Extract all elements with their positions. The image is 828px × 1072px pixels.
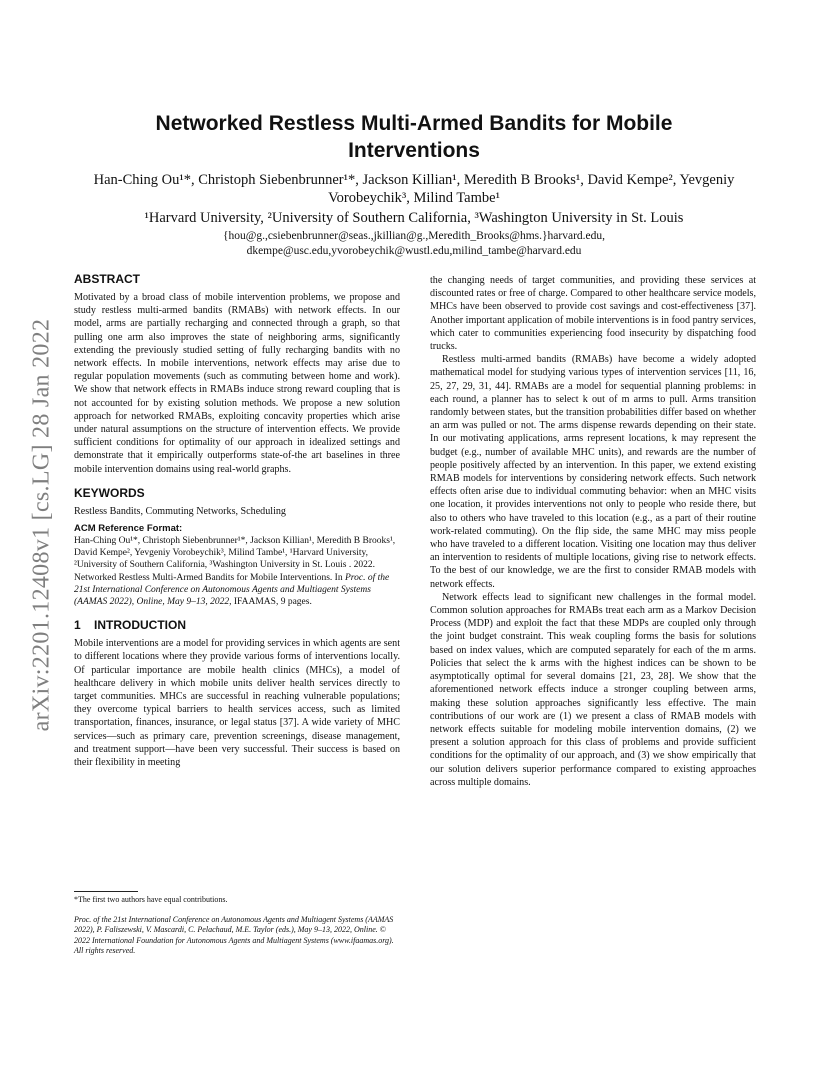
arxiv-stamp (22, 290, 62, 760)
email-line: {hou@g.,csiebenbrunner@seas.,jkillian@g.,Meredith_Brooks@hms.}harvard.edu, (222, 230, 606, 242)
acm-reference-body: Han-Ching Ou¹*, Christoph Siebenbrunner¹*, Jackson Killian¹, Meredith B Brooks¹, David Kempe², Yevgeniy Vorobeychik³, Milind Tambe¹, ¹Harvard University, ²University of Southern California, ³Washington University in St. Louis . 2022. Networked Restless Multi-Armed Bandits for Mobile Interventions. In (74, 536, 396, 583)
affiliations: ¹Harvard University, ²University of Southern California, ³Washington University in St. Louis (144, 210, 684, 226)
paper-title: Networked Restless Multi-Armed Bandits for Mobile Interventions (155, 112, 673, 162)
right-column (430, 274, 756, 789)
keywords-text: Restless Bandits, Commuting Networks, Scheduling (74, 505, 286, 517)
intro-paragraph-1-cont: the changing needs of target communities, and providing these services at discounted rates or free of charge. Compared to other healthcare service models, MHCs have been observed to provide cost savings and cost-effectiveness [37]. Another important application of mobile interventions is in food pantry services, which cater to communities experiencing food insecurity by dispatching food trucks. (430, 275, 756, 353)
intro-paragraph-2: Restless multi-armed bandits (RMABs) have become a widely adopted mathematical model for studying various types of intervention services [11, 16, 25, 27, 29, 31, 44]. RMABs are a model for sequential planning problems: in each round, a planner has to select k out of m arms to pull. Arms transition randomly between states, but the transition probabilities differ based on whether an arm was pulled or not. The arms dispense rewards depending on their state. In our motivating applications, arms represent locations, k may represent the budget (e.g., number of available MHC units), and rewards are the number of people positively affected by an intervention. In this paper, we extend existing RMAB models for interventions by considering network effects. Such network effects often arise due to individual commuting behavior: when an MHC visits one location, it provides interventions not only to people who reside there, but also to others who have traveled to this location (e.g., as a part of their routine work-related commuting). On the flip side, the same MHC may miss people who have traveled to a different location. Visiting one location may thus deliver an intervention to residents of multiple locations, giving rise to network effects. To the best of our knowledge, we are the first to consider RMAB models with network effects. (430, 354, 756, 590)
author-emails (80, 229, 748, 259)
author-list: Han-Ching Ou¹*, Christoph Siebenbrunner¹*, Jackson Killian¹, Meredith B Brooks¹, David Kempe², Yevgeniy Vorobeychik³, Milind Tambe¹ (93, 172, 735, 206)
left-column (74, 272, 400, 769)
acm-reference-heading: ACM Reference Format: (74, 523, 183, 535)
acm-reference-text (74, 535, 400, 608)
footnote: *The first two authors have equal contributions. (74, 895, 228, 904)
footnote-rule (74, 891, 138, 892)
section-number: 1 (74, 618, 81, 633)
section-title: INTRODUCTION (94, 618, 186, 633)
email-line: dkempe@usc.edu,yvorobeychik@wustl.edu,milind_tambe@harvard.edu (246, 245, 582, 257)
intro-paragraph-1: Mobile interventions are a model for providing services in which agents are sent to different locations where they provide various forms of interventions locally. Of particular importance are mobile health clinics (MHCs), a model of healthcare delivery in which mobile units deliver health services directly to target communities. MHCs are successful in reaching vulnerable populations; they overcome typical barriers to health services access, such as limited transportation, finances, insurance, or legal status [37]. A wide variety of MHC services—such as primary care, prevention screenings, disease management, and treatment support—have been very successful. Their success is based on their flexibility in meeting (74, 638, 400, 769)
abstract-heading: ABSTRACT (74, 272, 140, 286)
abstract-text: Motivated by a broad class of mobile intervention problems, we propose and study restless multi-armed bandits (RMABs) with network effects. In our model, arms are partially recharging and connected through a graph, so that pulling one arm also improves the state of neighboring arms, significantly extending the previously studied setting of fully recharging bandits with no network effects. In mobile interventions, network effects may arise due to regular population movements (such as commuting between home and work). We show that network effects in RMABs induce strong reward coupling that is not accounted for by existing solution methods. We propose a new solution approach for networked RMABs, exploiting concavity properties which arise under natural assumptions on the structure of intervention effects. We provide sufficient conditions for optimality of our approach in idealized settings and demonstrate that it empirically outperforms state-of-the art baselines in three mobile intervention domains using real-world graphs. (74, 292, 400, 475)
keywords-heading: KEYWORDS (74, 485, 145, 500)
acm-reference-tail: IFAAMAS, 9 pages. (231, 597, 312, 608)
introduction-heading (74, 618, 400, 633)
proceedings-note-text: Proc. of the 21st International Conference on Autonomous Agents and Multiagent Systems (AAMAS 2022), P. Faliszewski, V. Mascardi, C. Pelachaud, M.E. Taylor (eds.), May 9–13, 2022, Online. © 2022 International Foundation for Autonomous Agents and Multiagent Systems (www.ifaamas.org). All rights reserved. (74, 915, 394, 955)
intro-paragraph-3: Network effects lead to significant new challenges in the formal model. Common solution approaches for RMABs treat each arm as a Markov Decision Process (MDP) and exploit the fact that these MDPs are coupled only through the joint budget constraint. This weak coupling forms the basis for solutions based on index values, which are computed separately for each of the m arms. Policies that select the k arms with the highest indices can be shown to be asymptotically optimal for several domains [21, 23, 28]. We show that the aforementioned network effects induce a stronger coupling between arms, making these solution approaches significantly less effective. The main contributions of our work are (1) we present a class of RMAB models with network effects suitable for modeling mobile intervention domains, (2) we present a solution approach for this class of problems and provide sufficient conditions for the optimality of our approach, and (3) we show empirically that our solution delivers superior performance compared to existing approaches across multiple domains. (430, 591, 756, 788)
proceedings-note (74, 915, 400, 956)
arxiv-stamp-text: arXiv:2201.12408v1 [cs.LG] 28 Jan 2022 (28, 318, 55, 732)
acm-reference-proceedings: Proc. of the 21st International Conference on Autonomous Agents and Multiagent Systems (AAMAS 2022), Online, May 9–13, 2022, (74, 572, 390, 608)
